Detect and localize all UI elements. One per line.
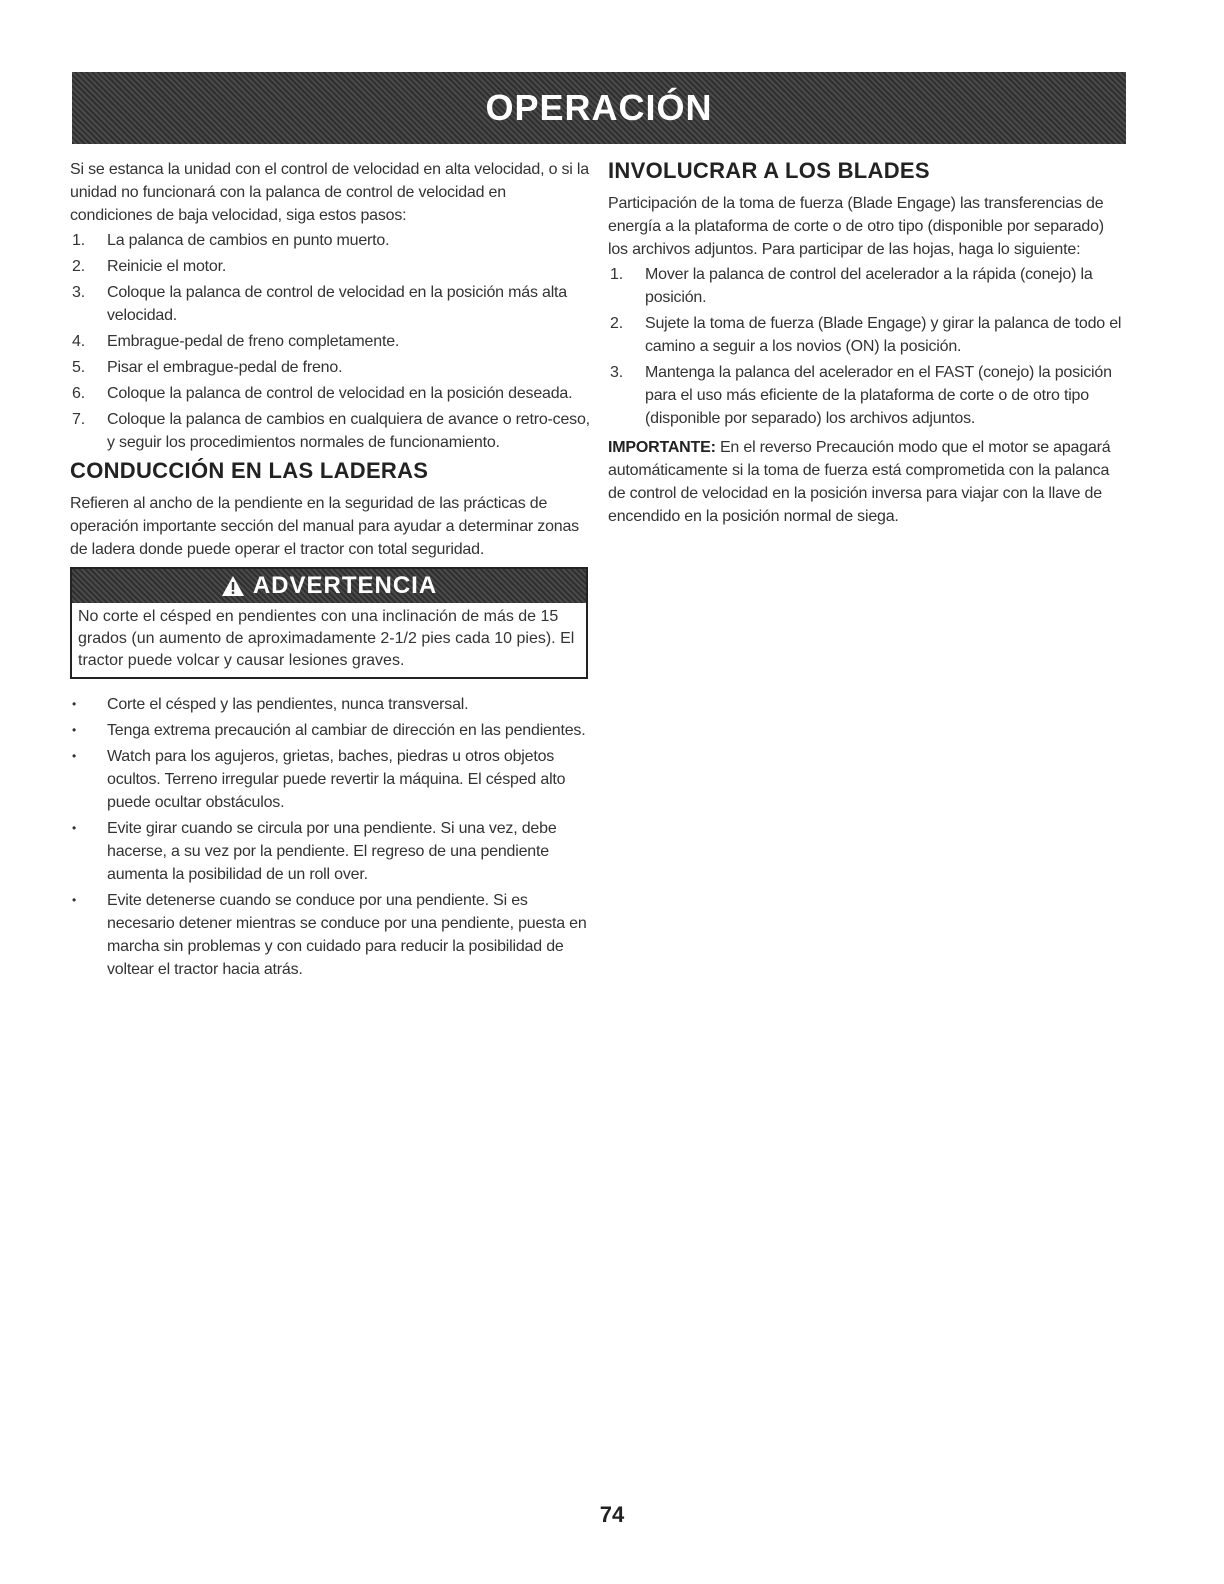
list-item: • Evite girar cuando se circula por una pendiente. Si una vez, debe hacerse, a su vez por la pendiente. El regreso de una pendiente aumenta la posibilidad de un roll over.	[72, 820, 557, 883]
list-item: 2. Sujete la toma de fuerza (Blade Engage) y girar la palanca de todo el camino a seguir a los novios (ON) la posición.	[610, 315, 1122, 355]
list-item: 6. Coloque la palanca de control de velocidad en la posición deseada.	[72, 385, 573, 402]
important-note	[608, 436, 1126, 528]
warning-label: ADVERTENCIA	[252, 572, 438, 599]
slope-tips-list	[70, 693, 590, 981]
list-item: 7. Coloque la palanca de cambios en cualquiera de avance o retro-ceso, y seguir los procedimientos normales de funcionamiento.	[72, 411, 590, 451]
page-number: 74	[599, 1502, 625, 1527]
slopes-heading: CONDUCCIÓN EN LAS LADERAS	[70, 458, 429, 483]
blades-intro: Participación de la toma de fuerza (Blade Engage) las transferencias de energía a la plataforma de corte o de otro tipo (disponible por separado) los archivos adjuntos. Para participar de las hojas, haga lo siguiente:	[608, 195, 1104, 258]
stall-intro: Si se estanca la unidad con el control de velocidad en alta velocidad, o si la unidad no funcionará con la palanca de control de velocidad en condiciones de baja velocidad, siga estos pasos:	[70, 161, 589, 224]
right-column	[608, 158, 1126, 528]
list-item: • Tenga extrema precaución al cambiar de dirección en las pendientes.	[72, 722, 586, 739]
warning-box	[70, 567, 588, 679]
list-item: 5. Pisar el embrague-pedal de freno.	[72, 359, 343, 376]
list-item: • Corte el césped y las pendientes, nunca transversal.	[72, 696, 469, 713]
list-item: 1. La palanca de cambios en punto muerto.	[72, 232, 390, 249]
page-title: OPERACIÓN	[485, 87, 713, 128]
blades-heading: INVOLUCRAR A LOS BLADES	[608, 158, 930, 183]
left-column	[70, 158, 590, 984]
list-item: 1. Mover la palanca de control del acelerador a la rápida (conejo) la posición.	[610, 266, 1093, 306]
stall-steps-list	[70, 229, 590, 454]
list-item: • Evite detenerse cuando se conduce por una pendiente. Si es necesario detener mientras se conduce por una pendiente, puesta en marcha sin problemas y con cuidado para reducir la posibilidad de voltear el tractor hacia atrás.	[72, 892, 587, 978]
list-item: 4. Embrague-pedal de freno completamente.	[72, 333, 400, 350]
warning-text: No corte el césped en pendientes con una inclinación de más de 15 grados (un aumento de aproximadamente 2-1/2 pies cada 10 pies). El tractor puede volcar y causar lesiones graves.	[78, 608, 575, 669]
important-text: En el reverso Precaución modo que el motor se apagará automáticamente si la toma de fuerza está comprometida con la palanca de control de velocidad en la posición inversa para viajar con la llave de encendido en la posición normal de siega.	[608, 439, 1111, 525]
list-item: 3. Coloque la palanca de control de velocidad en la posición más alta velocidad.	[72, 284, 567, 324]
list-item: 2. Reinicie el motor.	[72, 258, 227, 275]
important-label: IMPORTANTE:	[608, 439, 716, 456]
list-item: 3. Mantenga la palanca del acelerador en el FAST (conejo) la posición para el uso más eficiente de la plataforma de corte o de otro tipo (disponible por separado) los archivos adjuntos.	[610, 364, 1112, 427]
slopes-intro: Refieren al ancho de la pendiente en la seguridad de las prácticas de operación importante sección del manual para ayudar a determinar zonas de ladera donde puede operar el tractor con total seguridad.	[70, 495, 579, 558]
warning-header	[72, 569, 586, 603]
list-item: • Watch para los agujeros, grietas, baches, piedras u otros objetos ocultos. Terreno irregular puede revertir la máquina. El césped alto puede ocultar obstáculos.	[72, 748, 566, 811]
blades-steps-list	[608, 263, 1126, 430]
section-header-banner	[72, 72, 1126, 144]
warning-triangle-icon	[221, 575, 245, 597]
